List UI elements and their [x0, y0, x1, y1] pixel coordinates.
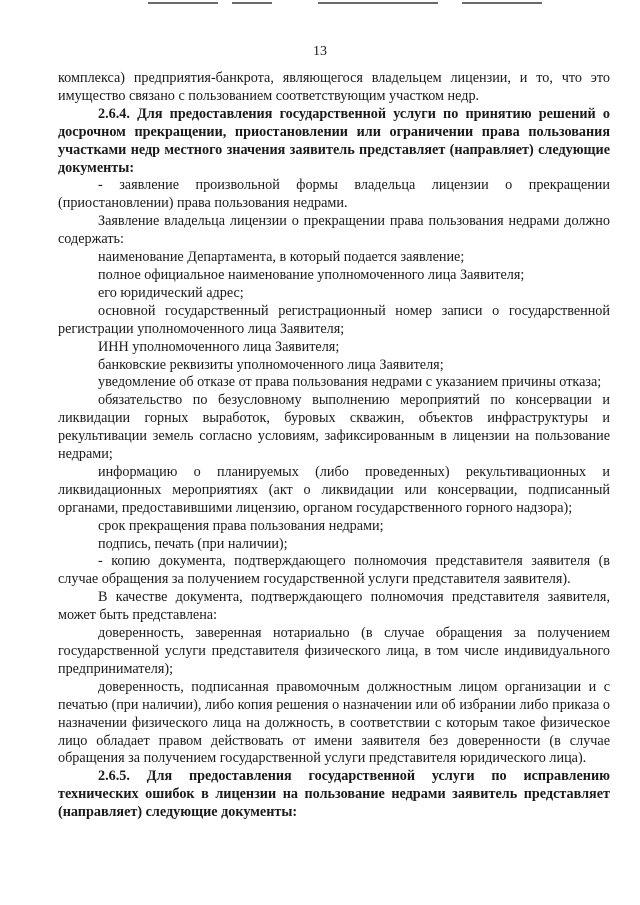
body-paragraph: банковские реквизиты уполномоченного лица Заявителя;	[98, 356, 444, 373]
body-paragraph: основной государственный регистрационный номер записи о государственной регистрации уполномоченного лица Заявителя;	[58, 302, 610, 337]
body-paragraph: доверенность, подписанная правомочным должностным лицом организации и с печатью (при наличии), либо копия решения о назначении или об избрании либо приказа о назначении физического лица на должность, в соответствии с которым такое физическое лицо обладает правом действовать от имени заявителя без доверенности (в случае обращения за получением государственной услуги представителя юридического лица).	[58, 678, 610, 767]
body-paragraph: срок прекращения права пользования недрами;	[98, 517, 384, 534]
body-paragraph: - копию документа, подтверждающего полномочия представителя заявителя (в случае обращения за получением государственной услуги представителя заявителя).	[58, 553, 610, 588]
body-paragraph: информацию о планируемых (либо проведенных) рекультивационных и ликвидационных мероприятиях (акт о ликвидации или консервации, подписанный органами, предоставившими лицензию, органом государственного горного надзора);	[58, 463, 610, 516]
scan-artifact-line	[232, 2, 272, 4]
page-number: 13	[313, 44, 327, 59]
body-paragraph: доверенность, заверенная нотариально (в случае обращения за получением государственной услуги представителя физического лица, в том числе индивидуального предпринимателя);	[58, 625, 610, 677]
body-paragraph: В качестве документа, подтверждающего полномочия представителя заявителя, может быть представлена:	[58, 589, 610, 624]
scan-artifact-line	[318, 2, 438, 4]
body-paragraph: комплекса) предприятия-банкрота, являющегося владельцем лицензии, и то, что это имущество связано с пользованием соответствующим участком недр.	[58, 70, 610, 104]
body-paragraph: подпись, печать (при наличии);	[98, 535, 288, 552]
body-paragraph: наименование Департамента, в который подается заявление;	[98, 249, 465, 266]
section-heading-paragraph: 2.6.5. Для предоставления государственной услуги по исправлению технических ошибок в лицензии на пользование недрами заявитель представляет (направляет) следующие документы:	[58, 768, 610, 821]
section-heading-paragraph: 2.6.4. Для предоставления государственной услуги по принятию решений о досрочном прекращении, приостановлении или ограничении права пользования участками недр местного значения заявитель представляет (направляет) следующие документы:	[58, 105, 610, 176]
body-paragraph: - заявление произвольной формы владельца лицензии о прекращении (приостановлении) права пользования недрами.	[58, 177, 610, 212]
document-body	[58, 70, 610, 822]
scan-artifact-line	[462, 2, 542, 4]
body-paragraph: уведомление об отказе от права пользования недрами с указанием причины отказа;	[98, 374, 602, 391]
body-paragraph: обязательство по безусловному выполнению мероприятий по консервации и ликвидации горных выработок, буровых скважин, объектов инфраструктуры и рекультивации земель согласно условиям, зафиксированным в лицензии на пользование недрами;	[58, 392, 610, 463]
body-paragraph: полное официальное наименование уполномоченного лица Заявителя;	[98, 266, 525, 283]
body-paragraph: Заявление владельца лицензии о прекращении права пользования недрами должно содержать:	[58, 213, 610, 248]
scan-artifact-line	[148, 2, 218, 4]
body-paragraph: ИНН уполномоченного лица Заявителя;	[98, 338, 340, 355]
body-paragraph: его юридический адрес;	[98, 284, 244, 301]
